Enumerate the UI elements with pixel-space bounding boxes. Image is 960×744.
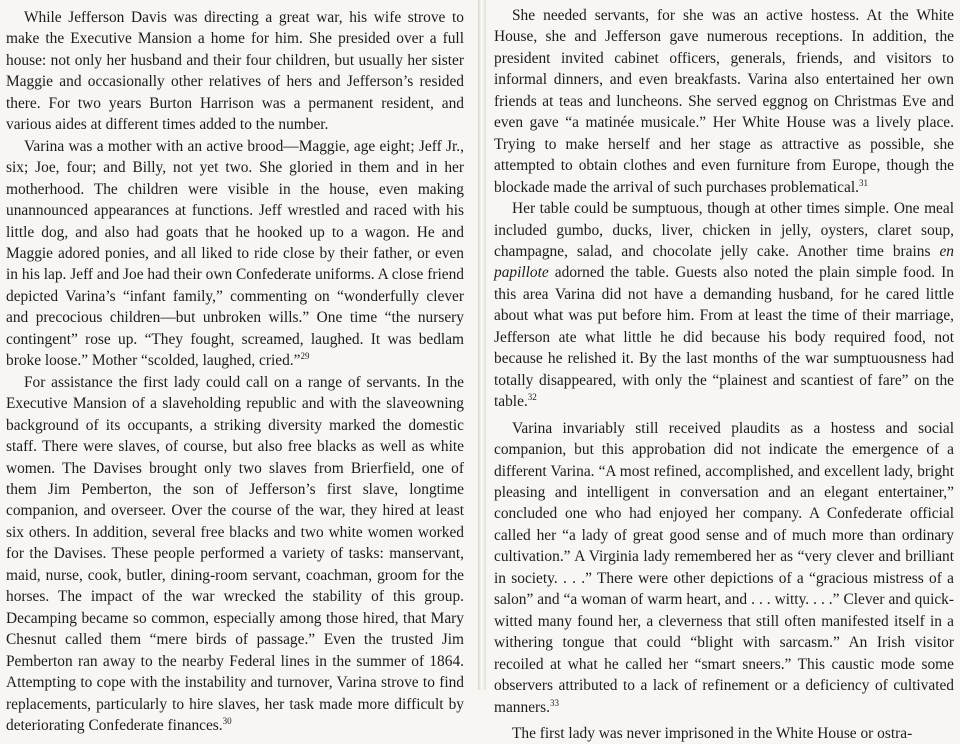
paragraph-text: Her table could be sumptuous, though at other times simple. One meal included gumbo, ducks, liver, chicken in jelly, oysters, claret soup, champagne, salad, and chocolate jelly cake. Another time brains [494, 200, 954, 260]
paragraph [494, 418, 954, 718]
paragraph [494, 723, 954, 744]
right-page [486, 0, 960, 742]
paragraph-text: While Jefferson Davis was directing a great war, his wife strove to make the Executive Mansion a home for him. She presided over a full house: not only her husband and their four children, but usually her sister Maggie and occasionally other relatives of hers and Jefferson’s resided there. For two years Burton Harrison was a permanent resident, and various aides at different times added to the number. [6, 9, 464, 134]
footnote-ref: 32 [527, 392, 537, 403]
italic-text: en papillote [494, 242, 954, 282]
left-page [0, 0, 478, 734]
paragraph-text: For assistance the first lady could call on a range of servants. In the Executive Mansion of a slaveholding republic and with the slaveowning background of its occupants, a striking diversity marked the domestic staff. There were slaves, of course, but also free blacks as well as white women. The Davises brought only two slaves from Brierfield, one of them Jim Pemberton, the son of Jefferson’s first slave, longtime companion, and overseer. Over the course of the war, they hired at least six others. In addition, several free blacks and two white women worked for the Davises. These people performed a variety of tasks: manservant, maid, nurse, cook, butler, dining-room servant, coachman, groom for the horses. The impact of the war wrecked the stability of this group. Decamping became so common, especially among those hired, that Mary Chesnut called them “mere birds of passage.” Even the trusted Jim Pemberton ran away to the nearby Federal lines in the summer of 1864. Attempting to cope with the instability and turnover, Varina strove to find replacements, particularly to hire slaves, her task made more difficult by deteriorating Confederate finances. [6, 373, 464, 734]
paragraph-text: adorned the table. Guests also noted the plain simple food. In this area Varina did not have a demanding husband, for he cared little about what was put before him. From at least the time of their marriage, Jefferson ate what little he did because his body required food, not because he relished it. By the last months of the war sumptuousness had totally disappeared, with only the “plainest and scantiest of fare” on the table. [494, 264, 954, 411]
footnote-ref: 33 [550, 697, 559, 708]
footnote-ref: 31 [858, 177, 868, 188]
book-gutter [478, 0, 486, 690]
paragraph-text: The first lady was never imprisoned in the White House or ostra- [512, 724, 913, 742]
paragraph [6, 7, 464, 136]
paragraph-text: Varina was a mother with an active brood—Maggie, age eight; Jeff Jr., six; Joe, four; and Billy, not yet two. She gloried in them and in her motherhood. The children were visible in the house, even making unannounced appearances at functions. Jeff wrestled and raced with his little dog, and also had goats that he hooked up to a wagon. He and Maggie adored ponies, and all liked to ride close by their father, or even in his lap. Jeff and Joe had their own Confederate uniforms. A close friend depicted Varina’s “infant family,” commenting on “wonderfully clever and precocious children—but unbroken wills.” One time “the nursery contingent” rose up. “They fought, screamed, laughed. It was bedlam broke loose.” Mother “scolded, laughed, cried.” [6, 137, 464, 370]
paragraph-text: Varina invariably still received plaudits as a hostess and social companion, but this approbation did not indicate the emergence of a different Varina. “A most refined, accomplished, and excellent lady, bright pleasing and intelligent in conversation and an elegant entertainer,” concluded one who had enjoyed her company. A Confederate official called her “a lady of great good sense and of much more than ordinary cultivation.” A Virginia lady remembered her as “very clever and brilliant in society. . . .” There were other depictions of a “gracious mistress of a salon” and “a woman of warm heart, and . . . witty. . . .” Clever and quick-witted many found her, a cleverness that still often manifested itself in a withering tongue that could “blight with sarcasm.” An Irish visitor recoiled at what he called her “smart sneers.” This caustic mode some observers attributed to a lack of refinement or a deficiency of cultivated manners. [494, 419, 954, 716]
paragraph [494, 5, 954, 198]
paragraph [6, 136, 464, 372]
paragraph [494, 198, 954, 413]
paragraph [6, 372, 464, 737]
paragraph-text: She needed servants, for she was an active hostess. At the White House, she and Jefferson gave numerous receptions. In addition, the president invited cabinet officers, generals, friends, and visitors to informal dinners, and even breakfasts. Varina also entertained her own friends at teas and luncheons. She served eggnog on Christmas Eve and even gave “a matinée musicale.” Her White House was a lively place. Trying to make herself and her stage as attractive as possible, she attempted to obtain clothes and even furniture from Europe, though the blockade made the arrival of such purchases problematical. [494, 7, 954, 196]
footnote-ref: 30 [222, 715, 232, 726]
footnote-ref: 29 [300, 351, 310, 362]
